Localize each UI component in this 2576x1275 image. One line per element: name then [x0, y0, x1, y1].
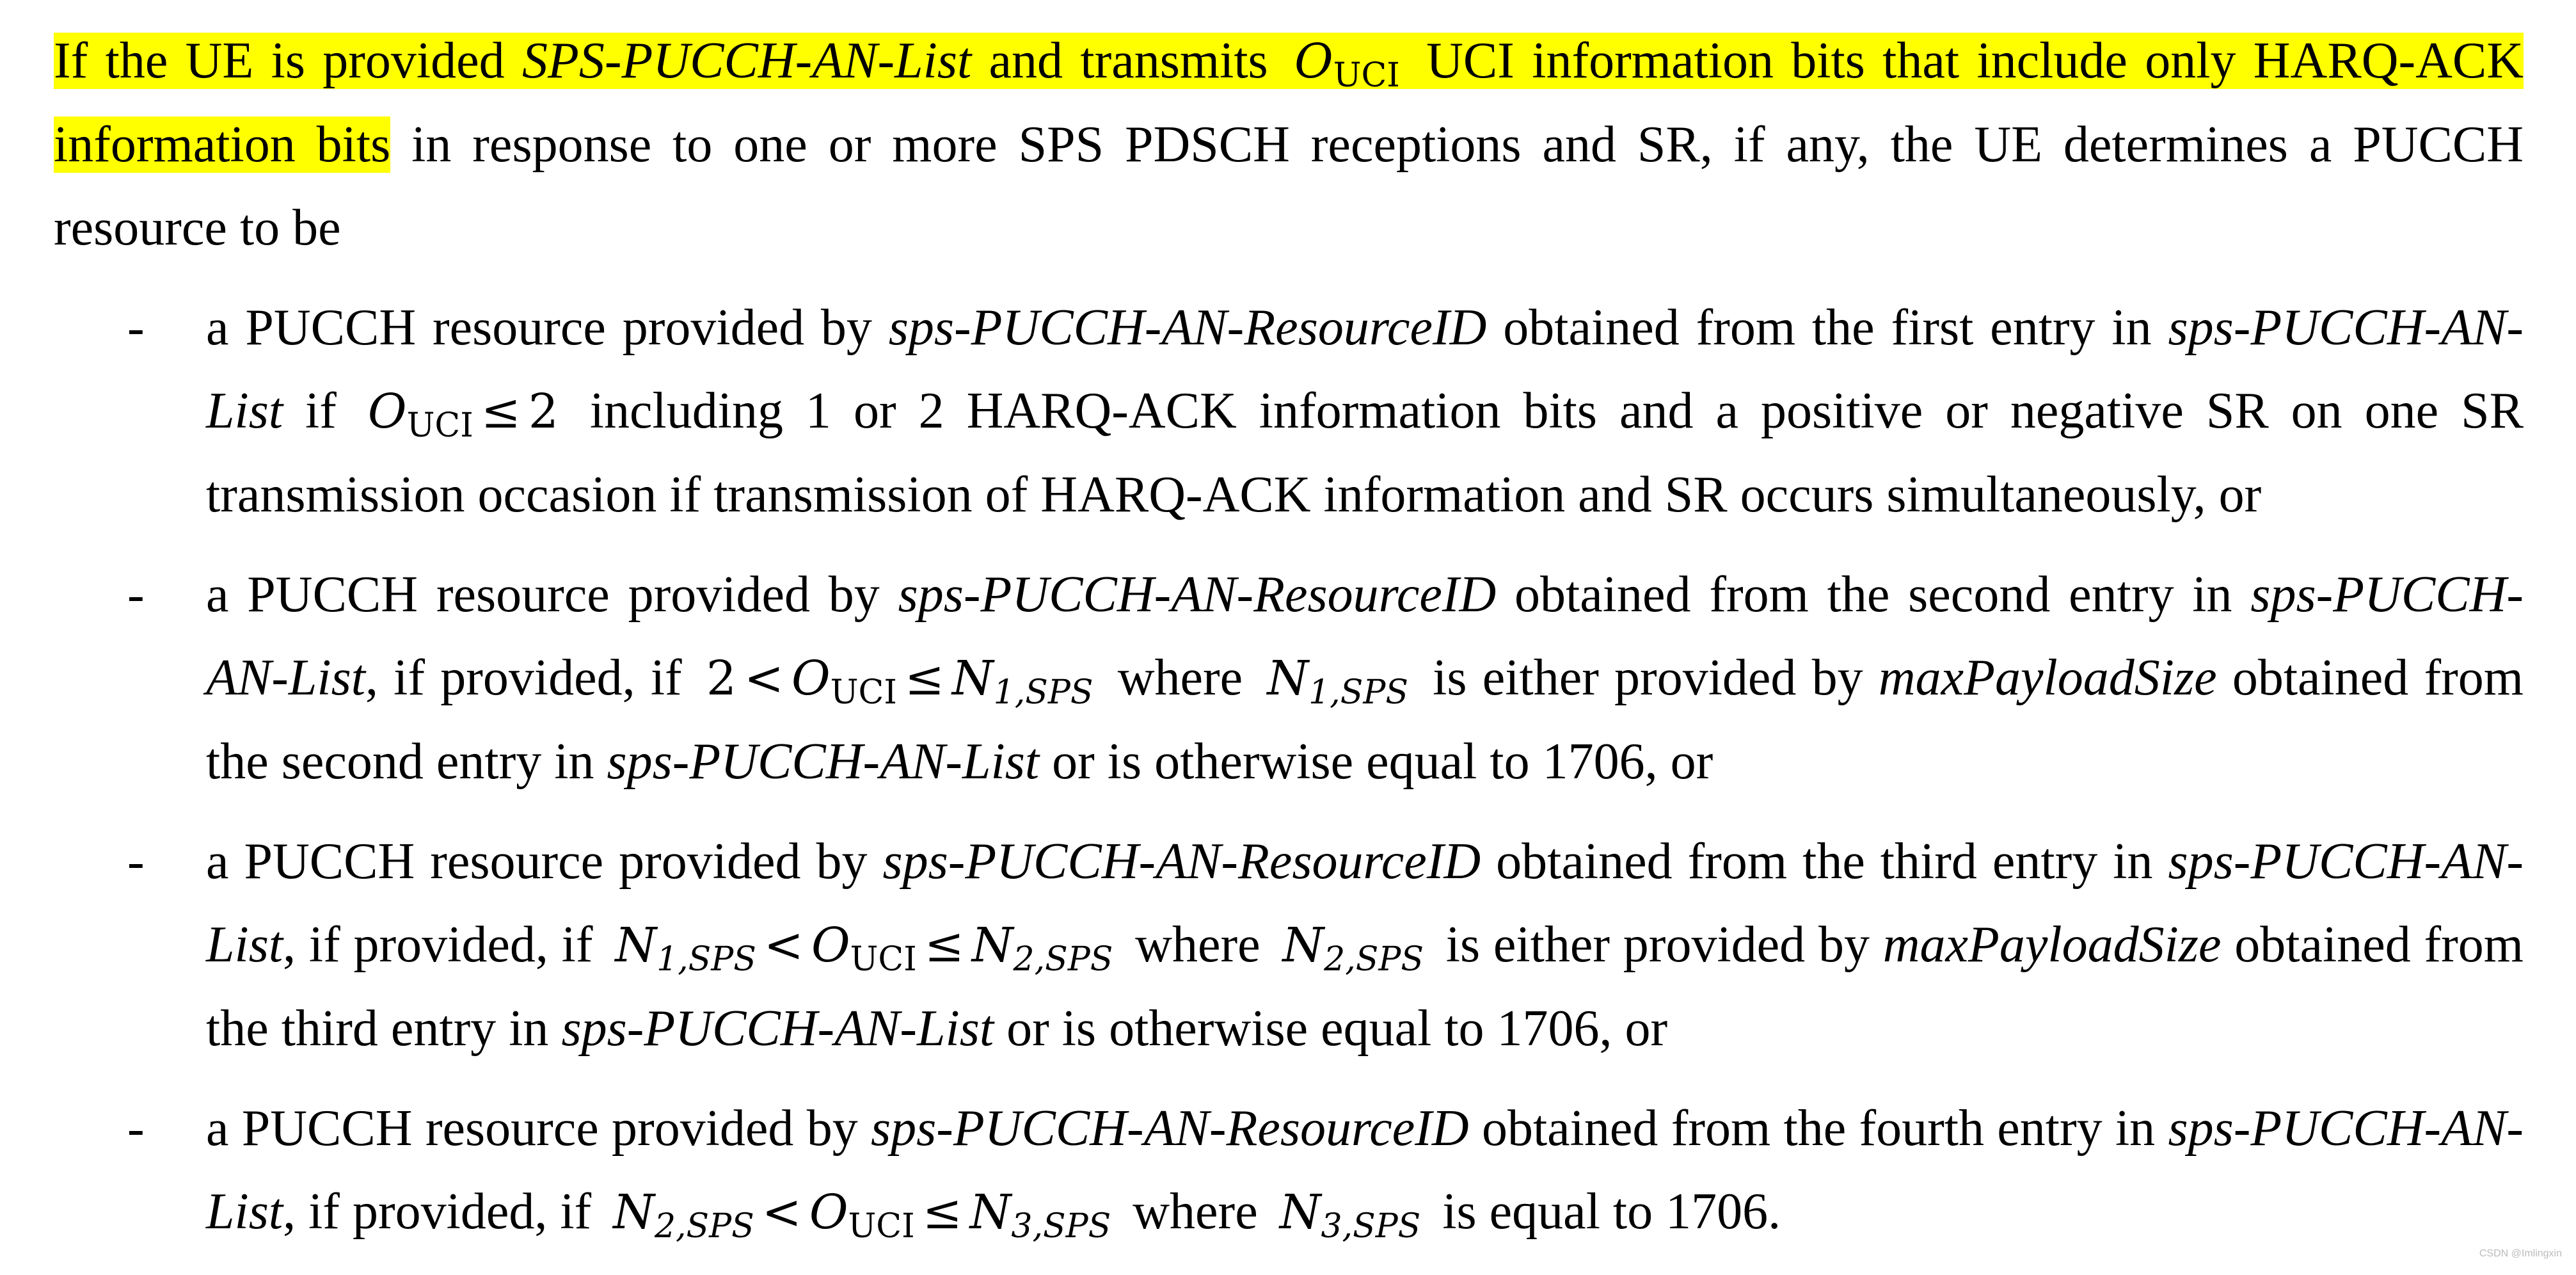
math-n-subscript: 2,SPS — [1324, 940, 1424, 979]
item-text: or is otherwise equal to 1706, or — [1039, 734, 1713, 790]
item-text: obtained from the third entry in — [1481, 833, 2168, 890]
item-resource-id: sps-PUCCH-AN-ResourceID — [898, 566, 1497, 623]
item-list-name: sps-PUCCH-AN-List — [607, 734, 1040, 790]
item-text: , if provided, if — [283, 917, 607, 973]
list-item — [54, 553, 2524, 803]
item-text: is equal to 1706. — [1429, 1183, 1781, 1240]
item-text: a PUCCH resource provided by — [206, 300, 889, 356]
list-item — [54, 1087, 2524, 1254]
item-text: obtained from the second entry in — [1496, 566, 2251, 623]
math-o-symbol: O — [811, 918, 850, 973]
item-max-payload: maxPayloadSize — [1878, 650, 2217, 706]
item-text: a PUCCH resource provided by — [206, 1100, 871, 1157]
math-n-symbol: N — [1282, 918, 1324, 973]
intro-paragraph — [54, 19, 2524, 269]
list-dash: - — [127, 566, 145, 623]
math-o-symbol: O — [809, 1185, 848, 1240]
list-dash: - — [127, 833, 145, 890]
math-value: 2 — [528, 384, 559, 439]
math-o-subscript: UCI — [850, 940, 917, 979]
math-condition — [367, 384, 559, 445]
math-threshold — [1282, 918, 1424, 979]
item-list-name: sps-PUCCH-AN-List — [206, 1100, 2524, 1240]
math-n-symbol: N — [969, 1185, 1012, 1240]
math-lower-bound: N — [613, 1185, 655, 1240]
item-list-name: sps-PUCCH-AN-List — [561, 1000, 994, 1057]
math-o-subscript: UCI — [406, 406, 473, 445]
intro-list-name: SPS-PUCCH-AN-List — [521, 33, 972, 89]
math-n-symbol: N — [1279, 1185, 1321, 1240]
math-o-subscript: UCI — [1333, 56, 1400, 95]
intro-text-1: If the UE is provided — [54, 33, 522, 89]
math-n-symbol: N — [951, 651, 994, 706]
item-text: , if provided, if — [283, 1183, 605, 1240]
math-threshold — [1279, 1185, 1421, 1246]
watermark: CSDN @Imlingxin — [2479, 1248, 2562, 1259]
item-text: obtained from the first entry in — [1486, 300, 2168, 356]
item-text: or is otherwise equal to 1706, or — [994, 1000, 1668, 1057]
item-list-name: sps-PUCCH-AN-List — [206, 300, 2524, 439]
item-text: where — [1122, 917, 1274, 973]
item-resource-id: sps-PUCCH-AN-ResourceID — [871, 1100, 1469, 1157]
list-dash: - — [127, 300, 145, 356]
math-n-subscript: 3,SPS — [1011, 1207, 1111, 1246]
math-lower-subscript: 2,SPS — [654, 1207, 754, 1246]
intro-text-3: UCI information bits that include only HARQ-ACK information bits — [54, 33, 2524, 173]
math-lower-subscript: 1,SPS — [656, 940, 756, 979]
item-text: where — [1102, 650, 1259, 706]
item-text: a PUCCH resource provided by — [206, 566, 898, 623]
math-condition — [706, 651, 1093, 712]
math-operator: ≤ — [922, 1185, 962, 1240]
math-lower-bound: N — [615, 918, 657, 973]
list-item — [54, 286, 2524, 536]
math-operator: ≤ — [481, 384, 521, 439]
item-resource-id: sps-PUCCH-AN-ResourceID — [888, 300, 1487, 356]
math-operator: ≤ — [924, 918, 964, 973]
list-item — [54, 820, 2524, 1070]
math-threshold — [1267, 651, 1408, 712]
math-n-subscript: 2,SPS — [1013, 940, 1113, 979]
item-resource-id: sps-PUCCH-AN-ResourceID — [882, 833, 1481, 890]
math-lower-bound: 2 — [706, 651, 737, 706]
item-text: if — [283, 383, 359, 439]
item-text: obtained from the fourth entry in — [1468, 1100, 2168, 1157]
math-condition — [615, 918, 1113, 979]
math-o-symbol: O — [1294, 34, 1333, 89]
item-text: obtained from the third entry in — [206, 917, 2524, 1057]
intro-text-2: and transmits — [971, 33, 1286, 89]
item-max-payload: maxPayloadSize — [1882, 917, 2222, 973]
item-text: where — [1120, 1183, 1271, 1240]
item-list-name: sps-PUCCH-AN-List — [206, 833, 2524, 973]
math-condition — [613, 1185, 1111, 1246]
math-o-subscript: UCI — [830, 673, 897, 712]
math-n-subscript: 3,SPS — [1321, 1207, 1421, 1246]
math-n-subscript: 1,SPS — [993, 673, 1093, 712]
item-text: obtained from the second entry in — [206, 650, 2524, 790]
math-n-symbol: N — [1267, 651, 1309, 706]
math-operator: < — [761, 1185, 802, 1240]
item-list-name: sps-PUCCH-AN-List — [206, 566, 2524, 706]
document-page — [54, 19, 2524, 1271]
math-n-subscript: 1,SPS — [1308, 673, 1408, 712]
list-dash: - — [127, 1100, 145, 1157]
item-text: a PUCCH resource provided by — [206, 833, 883, 890]
item-text: is either provided by — [1417, 650, 1879, 706]
item-text: is either provided by — [1433, 917, 1883, 973]
math-o-symbol: O — [367, 384, 407, 439]
item-text: , if provided, if — [365, 650, 697, 706]
math-operator: < — [744, 651, 784, 706]
math-o-uci — [1294, 34, 1400, 95]
intro-text-rest: in response to one or more SPS PDSCH receptions and SR, if any, the UE determines a PUCCH resource to be — [54, 116, 2524, 256]
math-o-symbol: O — [791, 651, 831, 706]
math-operator: ≤ — [904, 651, 944, 706]
math-n-symbol: N — [971, 918, 1014, 973]
math-o-subscript: UCI — [848, 1207, 915, 1246]
math-operator: < — [763, 918, 804, 973]
resource-list — [54, 286, 2524, 1254]
item-text: including 1 or 2 HARQ-ACK information bits and a positive or negative SR on one SR transmission occasion if transmission of HARQ-ACK information and SR occurs simultaneously, or — [206, 383, 2524, 523]
